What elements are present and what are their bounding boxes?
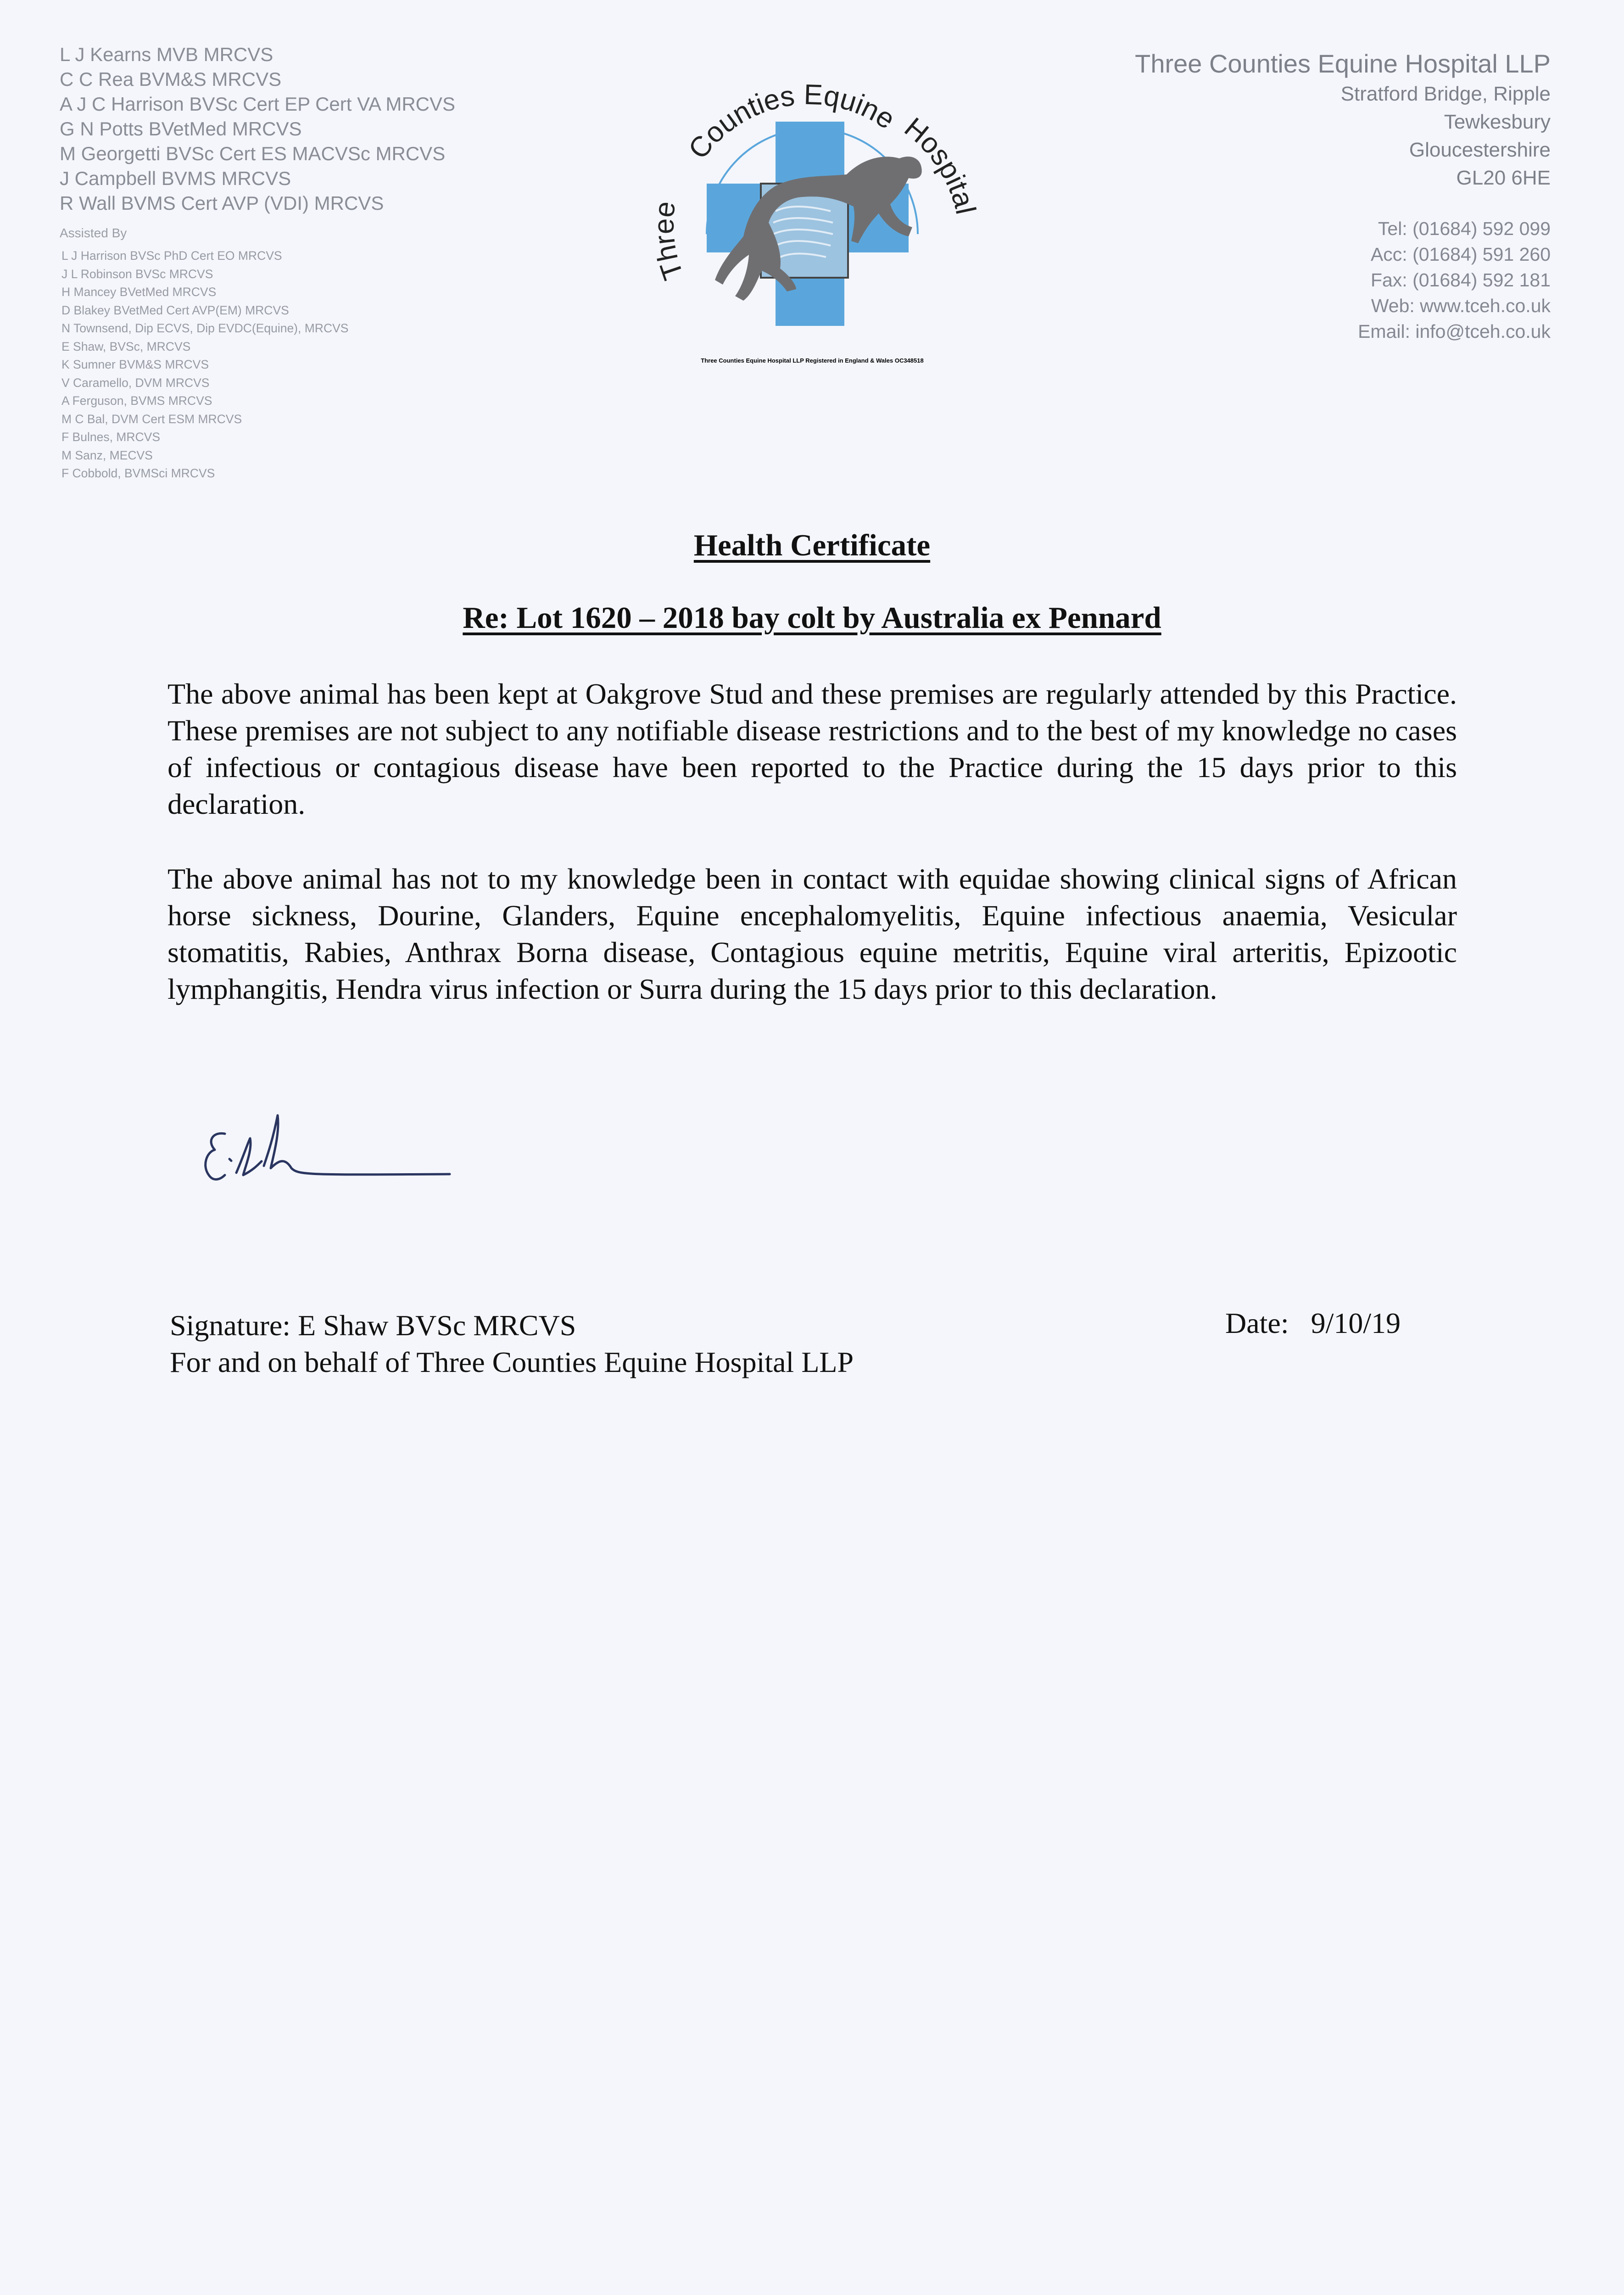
logo-text-three	[648, 200, 690, 284]
assistant-name: V Caramello, DVM MRCVS	[61, 375, 210, 390]
website: Web: www.tceh.co.uk	[1371, 295, 1551, 316]
email: Email: info@tceh.co.uk	[1358, 321, 1551, 342]
vet-name: L J Kearns MVB MRCVS	[60, 44, 273, 65]
assistant-name: E Shaw, BVSc, MRCVS	[61, 339, 191, 353]
assistant-name: K Sumner BVM&S MRCVS	[61, 358, 209, 371]
address-line: Gloucestershire	[1409, 139, 1551, 161]
signature-icon	[193, 1106, 468, 1253]
logo-registration-text: Three Counties Equine Hospital LLP Registered in England & Wales OC348518	[701, 357, 924, 364]
assistant-name: F Cobbold, BVMSci MRCVS	[61, 466, 215, 480]
date-value: 9/10/19	[1311, 1307, 1401, 1339]
assistant-name: H Mancey BVetMed MRCVS	[61, 285, 217, 299]
vet-name: R Wall BVMS Cert AVP (VDI) MRCVS	[60, 192, 384, 214]
date-label: Date:	[1225, 1307, 1289, 1339]
signature-line: Signature: E Shaw BVSc MRCVS	[170, 1309, 576, 1342]
accounts-phone: Acc: (01684) 591 260	[1370, 244, 1551, 265]
fax: Fax: (01684) 592 181	[1370, 269, 1551, 291]
certificate-title-text: Health Certificate	[693, 528, 931, 562]
vet-name: M Georgetti BVSc Cert ES MACVSc MRCVS	[60, 143, 446, 164]
assistant-name: L J Harrison BVSc PhD Cert EO MRCVS	[61, 249, 282, 263]
certificate-subject	[0, 600, 1624, 636]
vet-staff-list	[60, 42, 455, 216]
logo-graphic	[615, 60, 1010, 381]
date-block	[1225, 1305, 1401, 1342]
assistant-name: F Bulnes, MRCVS	[61, 430, 161, 444]
on-behalf-line: For and on behalf of Three Counties Equine Hospital LLP	[170, 1346, 854, 1378]
declaration-paragraph-premises: The above animal has been kept at Oakgrove Stud and these premises are regularly attended by this Practice. These premises are not subject to any notifiable disease restrictions and to the best of my knowledge no cases of infectious or contagious disease have been reported to the Practice during the 15 days prior to this declaration.	[167, 677, 1457, 820]
hospital-logo	[615, 60, 1010, 381]
assistant-name: J L Robinson BVSc MRCVS	[61, 267, 213, 281]
address-line: Tewkesbury	[1444, 111, 1551, 133]
vet-name: J Campbell BVMS MRCVS	[60, 168, 291, 189]
logo-arc-top: Counties Equine	[682, 78, 901, 165]
logo-arc-right: Hospital	[898, 112, 982, 217]
telephone: Tel: (01684) 592 099	[1378, 218, 1551, 239]
assistant-vet-list	[61, 247, 348, 483]
declaration-paragraph-contact: The above animal has not to my knowledge been in contact with equidae showing clinical signs of African horse sickness, Dourine, Glanders, Equine encephalomyelitis, Equine infectious anaemia, Vesicular stomatitis, Rabies, Anthrax Borna disease, Contagious equine metritis, Equine viral arteritis, Epizootic lymphangitis, Hendra virus infection or Surra during the 15 days prior to this declaration.	[167, 862, 1457, 1005]
assistant-name: D Blakey BVetMed Cert AVP(EM) MRCVS	[61, 303, 289, 317]
assisted-by-label: Assisted By	[60, 226, 127, 240]
hospital-address	[1000, 48, 1551, 192]
address-line: GL20 6HE	[1456, 167, 1551, 189]
logo-arc-left: Three	[648, 200, 690, 284]
vet-name: A J C Harrison BVSc Cert EP Cert VA MRCVS	[60, 93, 456, 115]
certificate-title	[0, 528, 1624, 563]
address-line: Stratford Bridge, Ripple	[1340, 83, 1551, 105]
vet-name: G N Potts BVetMed MRCVS	[60, 118, 302, 140]
assistant-name: M C Bal, DVM Cert ESM MRCVS	[61, 412, 242, 426]
assistant-name: N Townsend, Dip ECVS, Dip EVDC(Equine), MRCVS	[61, 321, 349, 335]
certificate-subject-text: Re: Lot 1620 – 2018 bay colt by Australia ex Pennard	[463, 601, 1161, 635]
vet-name: C C Rea BVM&S MRCVS	[60, 68, 282, 90]
assistant-name: A Ferguson, BVMS MRCVS	[61, 394, 212, 408]
handwritten-signature	[193, 1106, 468, 1253]
contact-details	[1092, 216, 1551, 344]
assistant-name: M Sanz, MECVS	[61, 448, 153, 462]
hospital-name: Three Counties Equine Hospital LLP	[1135, 49, 1551, 78]
